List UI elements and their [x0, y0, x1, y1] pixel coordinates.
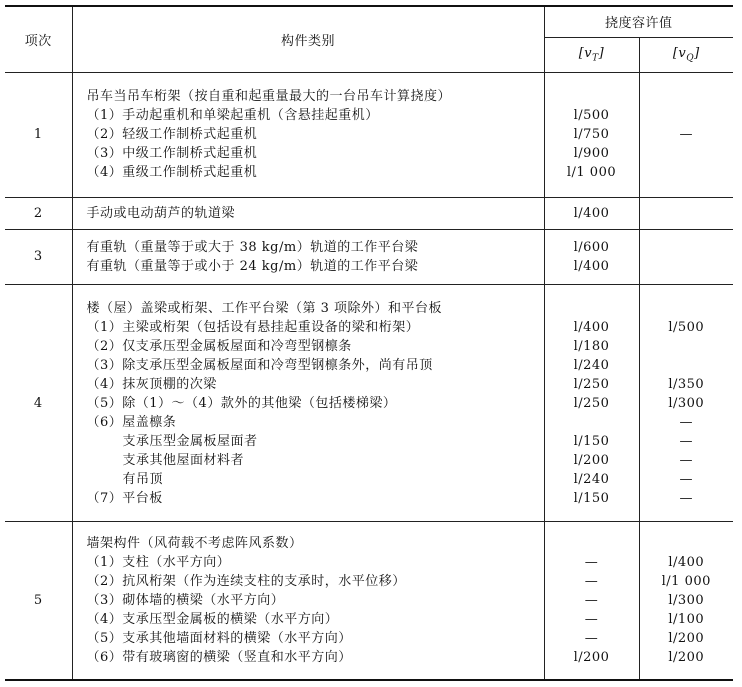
- item-text: （1）手动起重机和单梁起重机（含悬挂起重机）: [86, 108, 379, 124]
- vt-value: l/200: [573, 650, 610, 666]
- member-descriptions: [72, 522, 544, 680]
- sub-item-text: 支承压型金属板屋面者: [122, 433, 258, 449]
- item-text: 吊车当吊车桁架（按自重和起重量最大的一台吊车计算挠度）: [86, 89, 452, 105]
- vq-value: —: [679, 414, 693, 430]
- vq-values: [639, 72, 733, 197]
- item-text: （4）支承压型金属板的横梁（水平方向）: [86, 612, 339, 628]
- header-item-no: 项次: [5, 6, 72, 72]
- vt-value: l/200: [573, 452, 610, 468]
- vt-value: l/900: [573, 146, 610, 162]
- member-descriptions: [72, 229, 544, 284]
- item-number: 4: [5, 284, 72, 521]
- vt-value: l/150: [573, 490, 610, 506]
- vt-values: [544, 229, 639, 284]
- vq-value: [640, 356, 734, 375]
- item-text: （5）支承其他墙面材料的横梁（水平方向）: [86, 631, 352, 647]
- item-text: （6）带有玻璃窗的横梁（竖直和水平方向）: [86, 650, 352, 666]
- vt-value: l/400: [573, 205, 610, 221]
- vq-value: [640, 87, 734, 106]
- item-text: （3）除支承压型金属板屋面和冷弯型钢檩条外，尚有吊顶: [86, 357, 433, 373]
- vq-value: —: [679, 127, 693, 143]
- vt-value: —: [584, 631, 599, 647]
- vq-value: l/500: [668, 319, 705, 335]
- item-text: （4）重级工作制桥式起重机: [86, 165, 258, 181]
- vt-value: [545, 534, 639, 553]
- item-text: （2）仅支承压型金属板屋面和冷弯型钢檩条: [86, 338, 352, 354]
- table-row: [5, 72, 733, 197]
- item-text: （3）中级工作制桥式起重机: [86, 146, 258, 162]
- vt-value: l/150: [573, 433, 610, 449]
- item-text: （3）砌体墙的横梁（水平方向）: [86, 593, 285, 609]
- table-row: [5, 229, 733, 284]
- vt-values: [544, 197, 639, 229]
- vt-value: l/250: [573, 395, 610, 411]
- vq-value: —: [679, 490, 693, 506]
- member-descriptions: [72, 197, 544, 229]
- item-number: 3: [5, 229, 72, 284]
- vq-value: l/300: [668, 395, 705, 411]
- item-text: 手动或电动葫芦的轨道梁: [86, 205, 236, 221]
- item-text: （2）轻级工作制桥式起重机: [86, 127, 258, 143]
- vq-values: [639, 197, 733, 229]
- vq-value: —: [679, 452, 693, 468]
- header-allowable-deflection: 挠度容许值: [544, 6, 733, 37]
- vt-value: —: [584, 555, 599, 571]
- item-text: 有重轨（重量等于或大于 38 kg/m）轨道的工作平台梁: [86, 239, 419, 255]
- vq-value: [640, 144, 734, 163]
- vq-value: l/200: [668, 650, 705, 666]
- vq-value: [640, 299, 734, 318]
- vt-value: l/600: [573, 239, 610, 255]
- vt-value: l/180: [573, 338, 610, 354]
- vt-value: —: [584, 612, 599, 628]
- header-vt: $[v_T]$: [544, 37, 639, 72]
- vt-value: l/750: [573, 127, 610, 143]
- header-member-type: 构件类别: [72, 6, 544, 72]
- vq-value: [640, 534, 734, 553]
- item-number: 1: [5, 72, 72, 197]
- vq-value: l/200: [668, 631, 705, 647]
- vq-value: [640, 257, 734, 276]
- vt-value: l/250: [573, 376, 610, 392]
- item-text: （1）支柱（水平方向）: [86, 555, 231, 571]
- table-row: [5, 284, 733, 521]
- vq-value: [640, 163, 734, 182]
- vt-values: [544, 522, 639, 680]
- vt-value: —: [584, 593, 599, 609]
- deflection-limit-table: [5, 5, 733, 681]
- vq-value: l/300: [668, 593, 705, 609]
- vq-value: —: [679, 433, 693, 449]
- vt-value: l/240: [573, 471, 610, 487]
- vt-value: [545, 413, 639, 432]
- item-text: 有重轨（重量等于或小于 24 kg/m）轨道的工作平台梁: [86, 258, 419, 274]
- item-text: 墙架构件（风荷载不考虑阵风系数）: [86, 536, 303, 552]
- item-text: （4）抹灰顶棚的次梁: [86, 376, 217, 392]
- vq-value: —: [679, 471, 693, 487]
- item-text: 楼（屋）盖梁或桁架、工作平台梁（第 3 项除外）和平台板: [86, 300, 443, 316]
- vt-value: l/400: [573, 258, 610, 274]
- vt-value: [545, 299, 639, 318]
- vt-value: l/500: [573, 108, 610, 124]
- item-text: （2）抗风桁架（作为连续支柱的支承时，水平位移）: [86, 574, 406, 590]
- member-descriptions: [72, 284, 544, 521]
- vq-values: [639, 229, 733, 284]
- sub-item-text: 有吊顶: [122, 471, 164, 487]
- vq-value: [640, 238, 734, 257]
- vq-value: l/100: [668, 612, 705, 628]
- item-number: 2: [5, 197, 72, 229]
- vq-values: [639, 522, 733, 680]
- header-vq: $[v_Q]$: [639, 37, 733, 72]
- item-number: 5: [5, 522, 72, 680]
- vt-value: l/240: [573, 357, 610, 373]
- vq-value: l/400: [668, 555, 705, 571]
- item-text: （1）主梁或桁架（包括设有悬挂起重设备的梁和桁架）: [86, 319, 420, 335]
- sub-item-text: 支承其他屋面材料者: [122, 452, 245, 468]
- table-row: [5, 197, 733, 229]
- item-text: （5）除（1）～（4）款外的其他梁（包括楼梯梁）: [86, 395, 397, 411]
- vt-values: [544, 72, 639, 197]
- vq-values: [639, 284, 733, 521]
- table-row: [5, 522, 733, 680]
- vq-value: [640, 337, 734, 356]
- member-descriptions: [72, 72, 544, 197]
- vq-value: l/1 000: [661, 574, 711, 590]
- vt-value: l/400: [573, 319, 610, 335]
- vt-value: [545, 87, 639, 106]
- vq-value: l/350: [668, 376, 705, 392]
- item-text: （7）平台板: [86, 490, 163, 506]
- vq-value: [640, 204, 734, 223]
- vt-value: —: [584, 574, 599, 590]
- item-text: （6）屋盖檩条: [86, 414, 177, 430]
- vt-value: l/1 000: [566, 165, 617, 181]
- vq-value: [640, 106, 734, 125]
- vt-values: [544, 284, 639, 521]
